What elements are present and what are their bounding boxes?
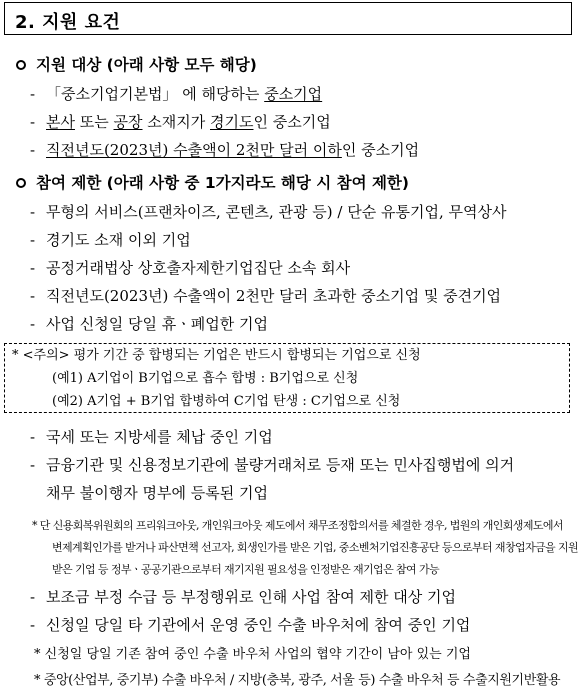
restriction-item: - 경기도 소재 이외 기업 bbox=[30, 231, 191, 249]
restriction-item-text: 국세 또는 지방세를 체납 중인 기업 bbox=[46, 428, 273, 446]
restriction-item: - 국세 또는 지방세를 체납 중인 기업 bbox=[30, 428, 273, 446]
restriction-item-text: 보조금 부정 수급 등 부정행위로 인해 사업 참여 제한 대상 기업 bbox=[46, 588, 456, 606]
exception-note-line-1: * 단 신용회복위원회의 프리워크아웃, 개인워크아웃 제도에서 채무조정합의서를 체결한 경우, 법원의 개인회생제도에서 bbox=[32, 519, 563, 532]
restriction-item: - 보조금 부정 수급 등 부정행위로 인해 사업 참여 제한 대상 기업 bbox=[30, 588, 456, 606]
restriction-item: - 공정거래법상 상호출자제한기업집단 소속 회사 bbox=[30, 259, 351, 277]
eligibility-item-2-text-a: 또는 bbox=[74, 113, 114, 131]
restriction-item: - 사업 신청일 당일 휴ㆍ폐업한 기업 bbox=[30, 315, 268, 333]
eligibility-item-1-underlined: 중소기업 bbox=[264, 85, 323, 103]
section-title: 2. 지원 요건 bbox=[15, 12, 121, 33]
circle-bullet-icon bbox=[16, 178, 26, 188]
exception-note-line-3: 받은 기업 등 정부ㆍ공공기관으로부터 재기지원 필요성을 인정받은 재기업은 참여 가능 bbox=[52, 563, 440, 576]
merger-note-line-2: (예1) A기업이 B기업으로 흡수 합병 : B기업으로 신청 bbox=[52, 371, 359, 386]
merger-note-line-1: * <주의> 평가 기간 중 합병되는 기업은 반드시 합병되는 기업으로 신청 bbox=[12, 348, 421, 363]
restriction-item: - 직전년도(2023년) 수출액이 2천만 달러 초과한 중소기업 및 중견기업 bbox=[30, 287, 502, 305]
restriction-item: - 금융기관 및 신용정보기관에 불량거래처로 등재 또는 민사집행법에 의거 bbox=[30, 456, 515, 474]
section-title-box bbox=[4, 2, 572, 35]
eligibility-item-2-text-c: 인 중소기업 bbox=[253, 113, 331, 131]
restriction-item-continuation: 채무 불이행자 명부에 등록된 기업 bbox=[46, 484, 268, 502]
restriction-item-text: 금융기관 및 신용정보기관에 불량거래처로 등재 또는 민사집행법에 의거 bbox=[46, 456, 515, 474]
eligibility-heading-row bbox=[16, 56, 257, 74]
eligibility-heading: 지원 대상 (아래 사항 모두 해당) bbox=[36, 56, 257, 74]
eligibility-item-2-hq: 본사 bbox=[46, 113, 75, 131]
restriction-item-text: 사업 신청일 당일 휴ㆍ폐업한 기업 bbox=[46, 315, 268, 333]
voucher-footnote-2: * 중앙(산업부, 중기부) 수출 바우처 / 지방(충북, 광주, 서울 등) 수출 바우처 등 수출지원기반활용 bbox=[34, 673, 561, 688]
voucher-footnote-1: * 신청일 당일 기존 참여 중인 수출 바우처 사업의 협약 기간이 남아 있는 기업 bbox=[34, 647, 471, 662]
eligibility-item-2-text-b: 소재지가 bbox=[142, 113, 210, 131]
restriction-item-text: 무형의 서비스(프랜차이즈, 콘텐츠, 관광 등) / 단순 유통기업, 무역상사 bbox=[46, 203, 507, 221]
restriction-item: - 무형의 서비스(프랜차이즈, 콘텐츠, 관광 등) / 단순 유통기업, 무역상사 bbox=[30, 203, 507, 221]
restriction-heading-row bbox=[16, 174, 409, 192]
eligibility-item-2-gyeonggi: 경기도 bbox=[210, 113, 254, 131]
eligibility-item-1: - 「중소기업기본법」 에 해당하는 중소기업 bbox=[30, 85, 323, 103]
eligibility-item-3-underlined: 직전년도(2023년) 수출액이 2천만 달러 이하 bbox=[46, 141, 342, 159]
merger-note-line-3: (예2) A기업 + B기업 합병하여 C기업 탄생 : C기업으로 신청 bbox=[52, 394, 401, 409]
restriction-item-text: 신청일 당일 타 기관에서 운영 중인 수출 바우처에 참여 중인 기업 bbox=[46, 616, 471, 634]
exception-note-line-2: 변제계획인가를 받거나 파산면책 선고자, 회생인가를 받은 기업, 중소벤처기업진흥공단 등으로부터 재창업자금을 지원 bbox=[52, 541, 579, 554]
restriction-item-text: 직전년도(2023년) 수출액이 2천만 달러 초과한 중소기업 및 중견기업 bbox=[46, 287, 502, 305]
eligibility-item-2-factory: 공장 bbox=[113, 113, 143, 131]
restriction-item: - 신청일 당일 타 기관에서 운영 중인 수출 바우처에 참여 중인 기업 bbox=[30, 616, 471, 634]
restriction-heading: 참여 제한 (아래 사항 중 1가지라도 해당 시 참여 제한) bbox=[36, 174, 409, 192]
restriction-item-text: 경기도 소재 이외 기업 bbox=[46, 231, 191, 249]
circle-bullet-icon bbox=[16, 60, 26, 70]
eligibility-item-2: - 본사 또는 공장 소재지가 경기도인 중소기업 bbox=[30, 113, 331, 131]
eligibility-item-3-text: 인 중소기업 bbox=[341, 141, 420, 159]
restriction-item-text: 공정거래법상 상호출자제한기업집단 소속 회사 bbox=[46, 259, 351, 277]
eligibility-item-3: - 직전년도(2023년) 수출액이 2천만 달러 이하인 중소기업 bbox=[30, 141, 420, 159]
eligibility-item-1-text: 「중소기업기본법」 에 해당하는 bbox=[46, 85, 265, 103]
